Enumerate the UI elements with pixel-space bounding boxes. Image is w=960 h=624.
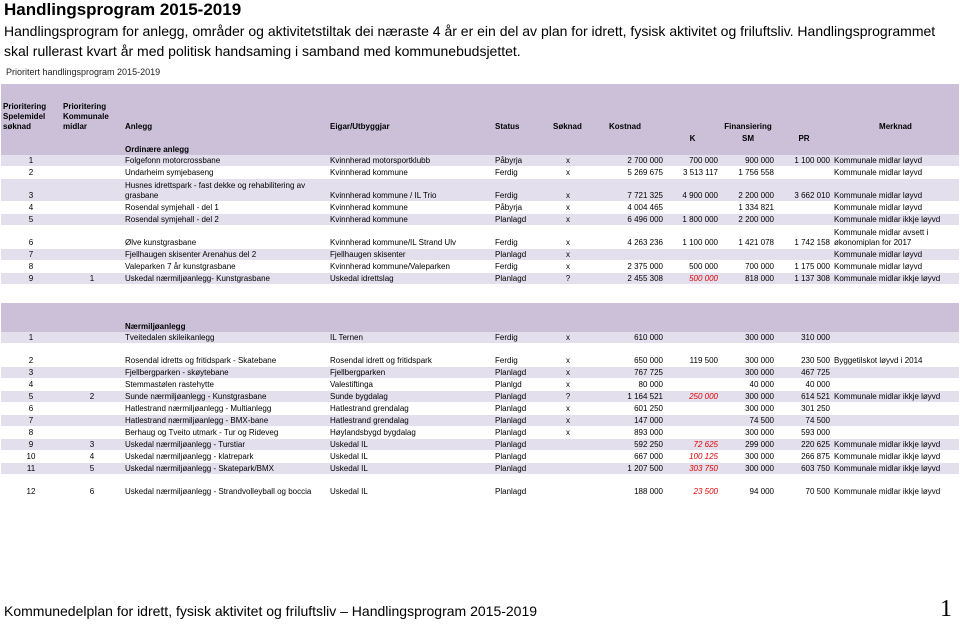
cell-b: 5: [61, 463, 123, 475]
cell-b: [61, 249, 123, 261]
program-table: [1, 84, 959, 498]
header-merknad: Merknad: [832, 84, 959, 132]
cell-soknad: x: [551, 379, 585, 391]
cell-b: [61, 415, 123, 427]
cell-b: [61, 226, 123, 249]
cell-eigar: Uskedal IL: [328, 439, 493, 451]
cell-pr: [776, 202, 832, 214]
intro-text: Handlingsprogram for anlegg, områder og aktivitetstiltak dei næraste 4 år er ein del av plan for idrett, fysisk aktivitet og friluftsliv. Handlingsprogrammet skal rullerast kvart år med politisk handsaming i samband med kommunebudsjettet.: [4, 23, 936, 59]
cell-eigar: Kvinnherad kommune: [328, 167, 493, 179]
cell-soknad: x: [551, 155, 585, 167]
cell-a: 8: [1, 427, 61, 439]
cell-status: Ferdig: [493, 261, 551, 273]
cell-k: 3 513 117: [665, 167, 720, 179]
cell-merknad: Kommunale midlar ikkje løyvd: [832, 451, 959, 463]
cell-b: [61, 214, 123, 226]
cell-b: [61, 167, 123, 179]
footer-text: Kommunedelplan for idrett, fysisk aktivitet og friluftsliv – Handlingsprogram 2015-2019: [4, 603, 538, 619]
cell-soknad: x: [551, 249, 585, 261]
cell-sm: 300 000: [720, 391, 776, 403]
cell-soknad: x: [551, 344, 585, 367]
table-caption: Prioritert handlingsprogram 2015-2019: [6, 67, 161, 77]
cell-soknad: x: [551, 367, 585, 379]
table-row: [1, 415, 959, 427]
cell-kostnad: 1 207 500: [585, 463, 665, 475]
cell-pr: 3 662 010: [776, 179, 832, 202]
cell-kostnad: 2 700 000: [585, 155, 665, 167]
cell-kostnad: 601 250: [585, 403, 665, 415]
cell-pr: 1 175 000: [776, 261, 832, 273]
cell-kostnad: 650 000: [585, 344, 665, 367]
cell-anlegg: Ølve kunstgrasbane: [123, 226, 328, 249]
cell-eigar: Fjellbergparken: [328, 367, 493, 379]
cell-k: 700 000: [665, 155, 720, 167]
table-row: [1, 214, 959, 226]
header-pri-spel: Prioritering Spelemidel søknad: [1, 84, 61, 132]
cell-merknad: Kommunale midlar løyvd: [832, 167, 959, 179]
header-finansiering: Finansiering: [720, 84, 776, 132]
cell-status: Planlagd: [493, 427, 551, 439]
cell-soknad: x: [551, 332, 585, 344]
cell-sm: 94 000: [720, 475, 776, 498]
cell-a: 10: [1, 451, 61, 463]
cell-kostnad: 2 375 000: [585, 261, 665, 273]
cell-sm: 74 500: [720, 415, 776, 427]
cell-kostnad: 667 000: [585, 451, 665, 463]
cell-a: 4: [1, 202, 61, 214]
cell-soknad: ?: [551, 391, 585, 403]
cell-b: 1: [61, 273, 123, 285]
header-eigar: Eigar/Utbyggjar: [328, 84, 493, 132]
header-pri-kom: Prioritering Kommunale midlar: [61, 84, 123, 132]
cell-status: Planlagd: [493, 439, 551, 451]
cell-k: [665, 415, 720, 427]
table-row: [1, 379, 959, 391]
cell-status: Planlagd: [493, 451, 551, 463]
cell-b: 3: [61, 439, 123, 451]
page-number: 1: [940, 596, 952, 622]
cell-soknad: x: [551, 403, 585, 415]
cell-anlegg: Folgefonn motorcrossbane: [123, 155, 328, 167]
cell-k: 100 125: [665, 451, 720, 463]
cell-anlegg: Valeparken 7 år kunstgrasbane: [123, 261, 328, 273]
cell-merknad: Kommunale midlar avsett i økonomiplan for 2017: [832, 226, 959, 249]
cell-kostnad: 6 496 000: [585, 214, 665, 226]
cell-pr: 603 750: [776, 463, 832, 475]
cell-a: 2: [1, 344, 61, 367]
cell-sm: 299 000: [720, 439, 776, 451]
cell-anlegg: Rosendal idretts og fritidspark - Skatebane: [123, 344, 328, 367]
table-row: [1, 167, 959, 179]
cell-a: 1: [1, 332, 61, 344]
cell-sm: 700 000: [720, 261, 776, 273]
cell-b: [61, 155, 123, 167]
cell-kostnad: 2 455 308: [585, 273, 665, 285]
cell-merknad: [832, 427, 959, 439]
cell-merknad: Kommunale midlar ikkje løyvd: [832, 463, 959, 475]
cell-status: Påbyrja: [493, 202, 551, 214]
table-row: [1, 155, 959, 167]
cell-eigar: IL Ternen: [328, 332, 493, 344]
cell-soknad: x: [551, 202, 585, 214]
cell-kostnad: 7 721 325: [585, 179, 665, 202]
cell-anlegg: Husnes idrettspark - fast dekke og rehabilitering av grasbane: [123, 179, 328, 202]
page-title: Handlingsprogram 2015-2019: [4, 0, 242, 19]
cell-pr: [776, 214, 832, 226]
table-row: [1, 403, 959, 415]
cell-eigar: Valestiftinga: [328, 379, 493, 391]
cell-a: 9: [1, 439, 61, 451]
cell-kostnad: 4 004 465: [585, 202, 665, 214]
table-row: [1, 475, 959, 498]
cell-merknad: Kommunale midlar løyvd: [832, 155, 959, 167]
cell-status: Planlagd: [493, 403, 551, 415]
header-k: K: [665, 132, 720, 144]
cell-status: Planlagd: [493, 463, 551, 475]
cell-merknad: Kommunale midlar ikkje løyvd: [832, 391, 959, 403]
cell-anlegg: Rosendal symjehall - del 1: [123, 202, 328, 214]
cell-eigar: Uskedal IL: [328, 451, 493, 463]
cell-k: [665, 403, 720, 415]
cell-pr: 74 500: [776, 415, 832, 427]
cell-a: 5: [1, 214, 61, 226]
section-naermiljo-row: [1, 321, 959, 332]
cell-a: 1: [1, 155, 61, 167]
table-row: [1, 332, 959, 344]
cell-pr: 1 137 308: [776, 273, 832, 285]
cell-anlegg: Undarheim symjebaseng: [123, 167, 328, 179]
cell-a: 5: [1, 391, 61, 403]
cell-eigar: Kvinnherad motorsportklubb: [328, 155, 493, 167]
cell-status: Planlagd: [493, 391, 551, 403]
cell-pr: 1 100 000: [776, 155, 832, 167]
cell-b: [61, 332, 123, 344]
cell-pr: 614 521: [776, 391, 832, 403]
cell-pr: 1 742 158: [776, 226, 832, 249]
cell-sm: 300 000: [720, 332, 776, 344]
cell-soknad: x: [551, 261, 585, 273]
cell-pr: 310 000: [776, 332, 832, 344]
cell-b: 6: [61, 475, 123, 498]
cell-eigar: Uskedal IL: [328, 475, 493, 498]
cell-eigar: Kvinnherad kommune: [328, 214, 493, 226]
header-pr: PR: [776, 132, 832, 144]
cell-eigar: Fjellhaugen skisenter: [328, 249, 493, 261]
cell-eigar: Kvinnherad kommune/Valeparken: [328, 261, 493, 273]
header-status: Status: [493, 84, 551, 132]
cell-kostnad: 80 000: [585, 379, 665, 391]
cell-kostnad: 5 269 675: [585, 167, 665, 179]
cell-soknad: x: [551, 214, 585, 226]
cell-merknad: [832, 367, 959, 379]
table-header-row: [1, 84, 959, 132]
cell-k: [665, 332, 720, 344]
cell-anlegg: Uskedal nærmiljøanlegg- Kunstgrasbane: [123, 273, 328, 285]
table-row: [1, 344, 959, 367]
cell-kostnad: [585, 249, 665, 261]
cell-status: Ferdig: [493, 344, 551, 367]
cell-pr: 40 000: [776, 379, 832, 391]
cell-k: 303 750: [665, 463, 720, 475]
cell-soknad: x: [551, 179, 585, 202]
cell-k: 1 800 000: [665, 214, 720, 226]
cell-k: 250 000: [665, 391, 720, 403]
cell-sm: 2 200 000: [720, 214, 776, 226]
cell-pr: 70 500: [776, 475, 832, 498]
cell-anlegg: Uskedal nærmiljøanlegg - Turstiar: [123, 439, 328, 451]
section-ordinaere-label: Ordinære anlegg: [123, 144, 328, 155]
cell-eigar: Høylandsbygd bygdalag: [328, 427, 493, 439]
table-row: [1, 367, 959, 379]
cell-soknad: [551, 439, 585, 451]
cell-sm: 900 000: [720, 155, 776, 167]
finance-subheader-row: [1, 132, 959, 144]
cell-b: [61, 427, 123, 439]
cell-anlegg: Fjellbergparken - skøytebane: [123, 367, 328, 379]
cell-anlegg: Hatlestrand nærmiljøanlegg - BMX-bane: [123, 415, 328, 427]
section-naermiljo-label: Nærmiljøanlegg: [123, 321, 328, 332]
cell-soknad: [551, 463, 585, 475]
cell-a: 7: [1, 415, 61, 427]
cell-anlegg: Uskedal nærmiljøanlegg - klatrepark: [123, 451, 328, 463]
cell-a: 9: [1, 273, 61, 285]
cell-eigar: Rosendal idrett og fritidspark: [328, 344, 493, 367]
cell-sm: 40 000: [720, 379, 776, 391]
cell-status: Ferdig: [493, 167, 551, 179]
cell-soknad: x: [551, 167, 585, 179]
cell-sm: 300 000: [720, 403, 776, 415]
cell-kostnad: 610 000: [585, 332, 665, 344]
cell-anlegg: Hatlestrand nærmiljøanlegg - Multianlegg: [123, 403, 328, 415]
cell-a: 3: [1, 367, 61, 379]
table-row: [1, 439, 959, 451]
cell-b: [61, 261, 123, 273]
cell-pr: [776, 249, 832, 261]
cell-k: 1 100 000: [665, 226, 720, 249]
header-soknad: Søknad: [551, 84, 585, 132]
cell-sm: 1 421 078: [720, 226, 776, 249]
cell-eigar: Kvinnherad kommune: [328, 202, 493, 214]
cell-eigar: Uskedal IL: [328, 463, 493, 475]
cell-status: Planlagd: [493, 214, 551, 226]
spacer-row: [1, 285, 959, 304]
table-row: [1, 226, 959, 249]
table-row: [1, 463, 959, 475]
cell-kostnad: 592 250: [585, 439, 665, 451]
spacer-row: [1, 303, 959, 321]
cell-anlegg: Sunde nærmiljøanlegg - Kunstgrasbane: [123, 391, 328, 403]
cell-a: 7: [1, 249, 61, 261]
cell-sm: 300 000: [720, 367, 776, 379]
cell-b: [61, 179, 123, 202]
cell-merknad: [832, 415, 959, 427]
cell-kostnad: 893 000: [585, 427, 665, 439]
cell-status: Planlagd: [493, 475, 551, 498]
cell-merknad: Kommunale midlar ikkje løyvd: [832, 475, 959, 498]
cell-status: Planlgd: [493, 379, 551, 391]
cell-pr: 266 875: [776, 451, 832, 463]
table-row: [1, 179, 959, 202]
cell-a: 6: [1, 403, 61, 415]
cell-a: 2: [1, 167, 61, 179]
cell-kostnad: 1 164 521: [585, 391, 665, 403]
cell-kostnad: 188 000: [585, 475, 665, 498]
table-row: [1, 249, 959, 261]
cell-merknad: Kommunale midlar løyvd: [832, 261, 959, 273]
cell-merknad: [832, 379, 959, 391]
cell-status: Planlagd: [493, 249, 551, 261]
cell-b: [61, 403, 123, 415]
cell-k: [665, 249, 720, 261]
cell-pr: 301 250: [776, 403, 832, 415]
cell-sm: 1 334 821: [720, 202, 776, 214]
cell-b: [61, 344, 123, 367]
cell-k: 500 000: [665, 273, 720, 285]
cell-sm: 1 756 558: [720, 167, 776, 179]
cell-k: [665, 367, 720, 379]
cell-a: 4: [1, 379, 61, 391]
cell-anlegg: Fjellhaugen skisenter Arenahus del 2: [123, 249, 328, 261]
cell-merknad: Kommunale midlar løyvd: [832, 249, 959, 261]
cell-kostnad: 767 725: [585, 367, 665, 379]
cell-b: [61, 379, 123, 391]
cell-sm: 300 000: [720, 344, 776, 367]
header-anlegg: Anlegg: [123, 84, 328, 132]
cell-anlegg: Rosendal symjehall - del 2: [123, 214, 328, 226]
cell-kostnad: 147 000: [585, 415, 665, 427]
cell-soknad: x: [551, 427, 585, 439]
cell-b: 2: [61, 391, 123, 403]
cell-anlegg: Stemmastølen rastehytte: [123, 379, 328, 391]
cell-k: [665, 379, 720, 391]
table-row: [1, 261, 959, 273]
cell-merknad: [832, 332, 959, 344]
table-row: [1, 451, 959, 463]
cell-sm: 300 000: [720, 451, 776, 463]
cell-a: 12: [1, 475, 61, 498]
cell-eigar: Hatlestrand grendalag: [328, 415, 493, 427]
cell-merknad: [832, 403, 959, 415]
cell-status: Ferdig: [493, 332, 551, 344]
cell-sm: 2 200 000: [720, 179, 776, 202]
cell-merknad: Kommunale midlar ikkje løyvd: [832, 214, 959, 226]
cell-kostnad: 4 263 236: [585, 226, 665, 249]
header-sm: SM: [720, 132, 776, 144]
cell-k: 23 500: [665, 475, 720, 498]
cell-k: [665, 427, 720, 439]
cell-sm: [720, 249, 776, 261]
cell-anlegg: Berhaug og Tveito utmark - Tur og Rideveg: [123, 427, 328, 439]
cell-pr: [776, 167, 832, 179]
cell-b: [61, 202, 123, 214]
cell-k: 4 900 000: [665, 179, 720, 202]
cell-soknad: [551, 475, 585, 498]
cell-pr: 593 000: [776, 427, 832, 439]
cell-a: 3: [1, 179, 61, 202]
cell-soknad: [551, 451, 585, 463]
cell-a: 11: [1, 463, 61, 475]
cell-eigar: Kvinnherad kommune / IL Trio: [328, 179, 493, 202]
cell-anlegg: Tveitedalen skileikanlegg: [123, 332, 328, 344]
cell-status: Planlagd: [493, 367, 551, 379]
cell-anlegg: Uskedal nærmiljøanlegg - Strandvolleyball og boccia: [123, 475, 328, 498]
cell-sm: 818 000: [720, 273, 776, 285]
cell-status: Planlagd: [493, 415, 551, 427]
cell-a: 6: [1, 226, 61, 249]
cell-status: Ferdig: [493, 226, 551, 249]
cell-merknad: Kommunale midlar løyvd: [832, 179, 959, 202]
cell-b: [61, 367, 123, 379]
section-ordinaere-row: [1, 144, 959, 155]
cell-pr: 230 500: [776, 344, 832, 367]
cell-pr: 467 725: [776, 367, 832, 379]
table-row: [1, 427, 959, 439]
cell-a: 8: [1, 261, 61, 273]
cell-eigar: Kvinnherad kommune/IL Strand Ulv: [328, 226, 493, 249]
cell-b: 4: [61, 451, 123, 463]
table-row: [1, 273, 959, 285]
cell-anlegg: Uskedal nærmiljøanlegg - Skatepark/BMX: [123, 463, 328, 475]
cell-status: Påbyrja: [493, 155, 551, 167]
cell-status: Planlagd: [493, 273, 551, 285]
table-row: [1, 202, 959, 214]
cell-status: Ferdig: [493, 179, 551, 202]
cell-eigar: Uskedal idrettslag: [328, 273, 493, 285]
cell-merknad: Kommunale midlar løyvd: [832, 202, 959, 214]
cell-k: 119 500: [665, 344, 720, 367]
cell-pr: 220 625: [776, 439, 832, 451]
cell-eigar: Sunde bygdalag: [328, 391, 493, 403]
cell-soknad: ?: [551, 273, 585, 285]
cell-merknad: Kommunale midlar ikkje løyvd: [832, 273, 959, 285]
cell-eigar: Hatlestrand grendalag: [328, 403, 493, 415]
cell-soknad: x: [551, 226, 585, 249]
cell-k: 500 000: [665, 261, 720, 273]
cell-sm: 300 000: [720, 427, 776, 439]
cell-soknad: x: [551, 415, 585, 427]
cell-k: [665, 202, 720, 214]
cell-merknad: Byggetilskot løyvd i 2014: [832, 344, 959, 367]
cell-merknad: Kommunale midlar ikkje løyvd: [832, 439, 959, 451]
table-row: [1, 391, 959, 403]
cell-k: 72 625: [665, 439, 720, 451]
cell-sm: 300 000: [720, 463, 776, 475]
header-kostnad: Kostnad: [585, 84, 665, 132]
